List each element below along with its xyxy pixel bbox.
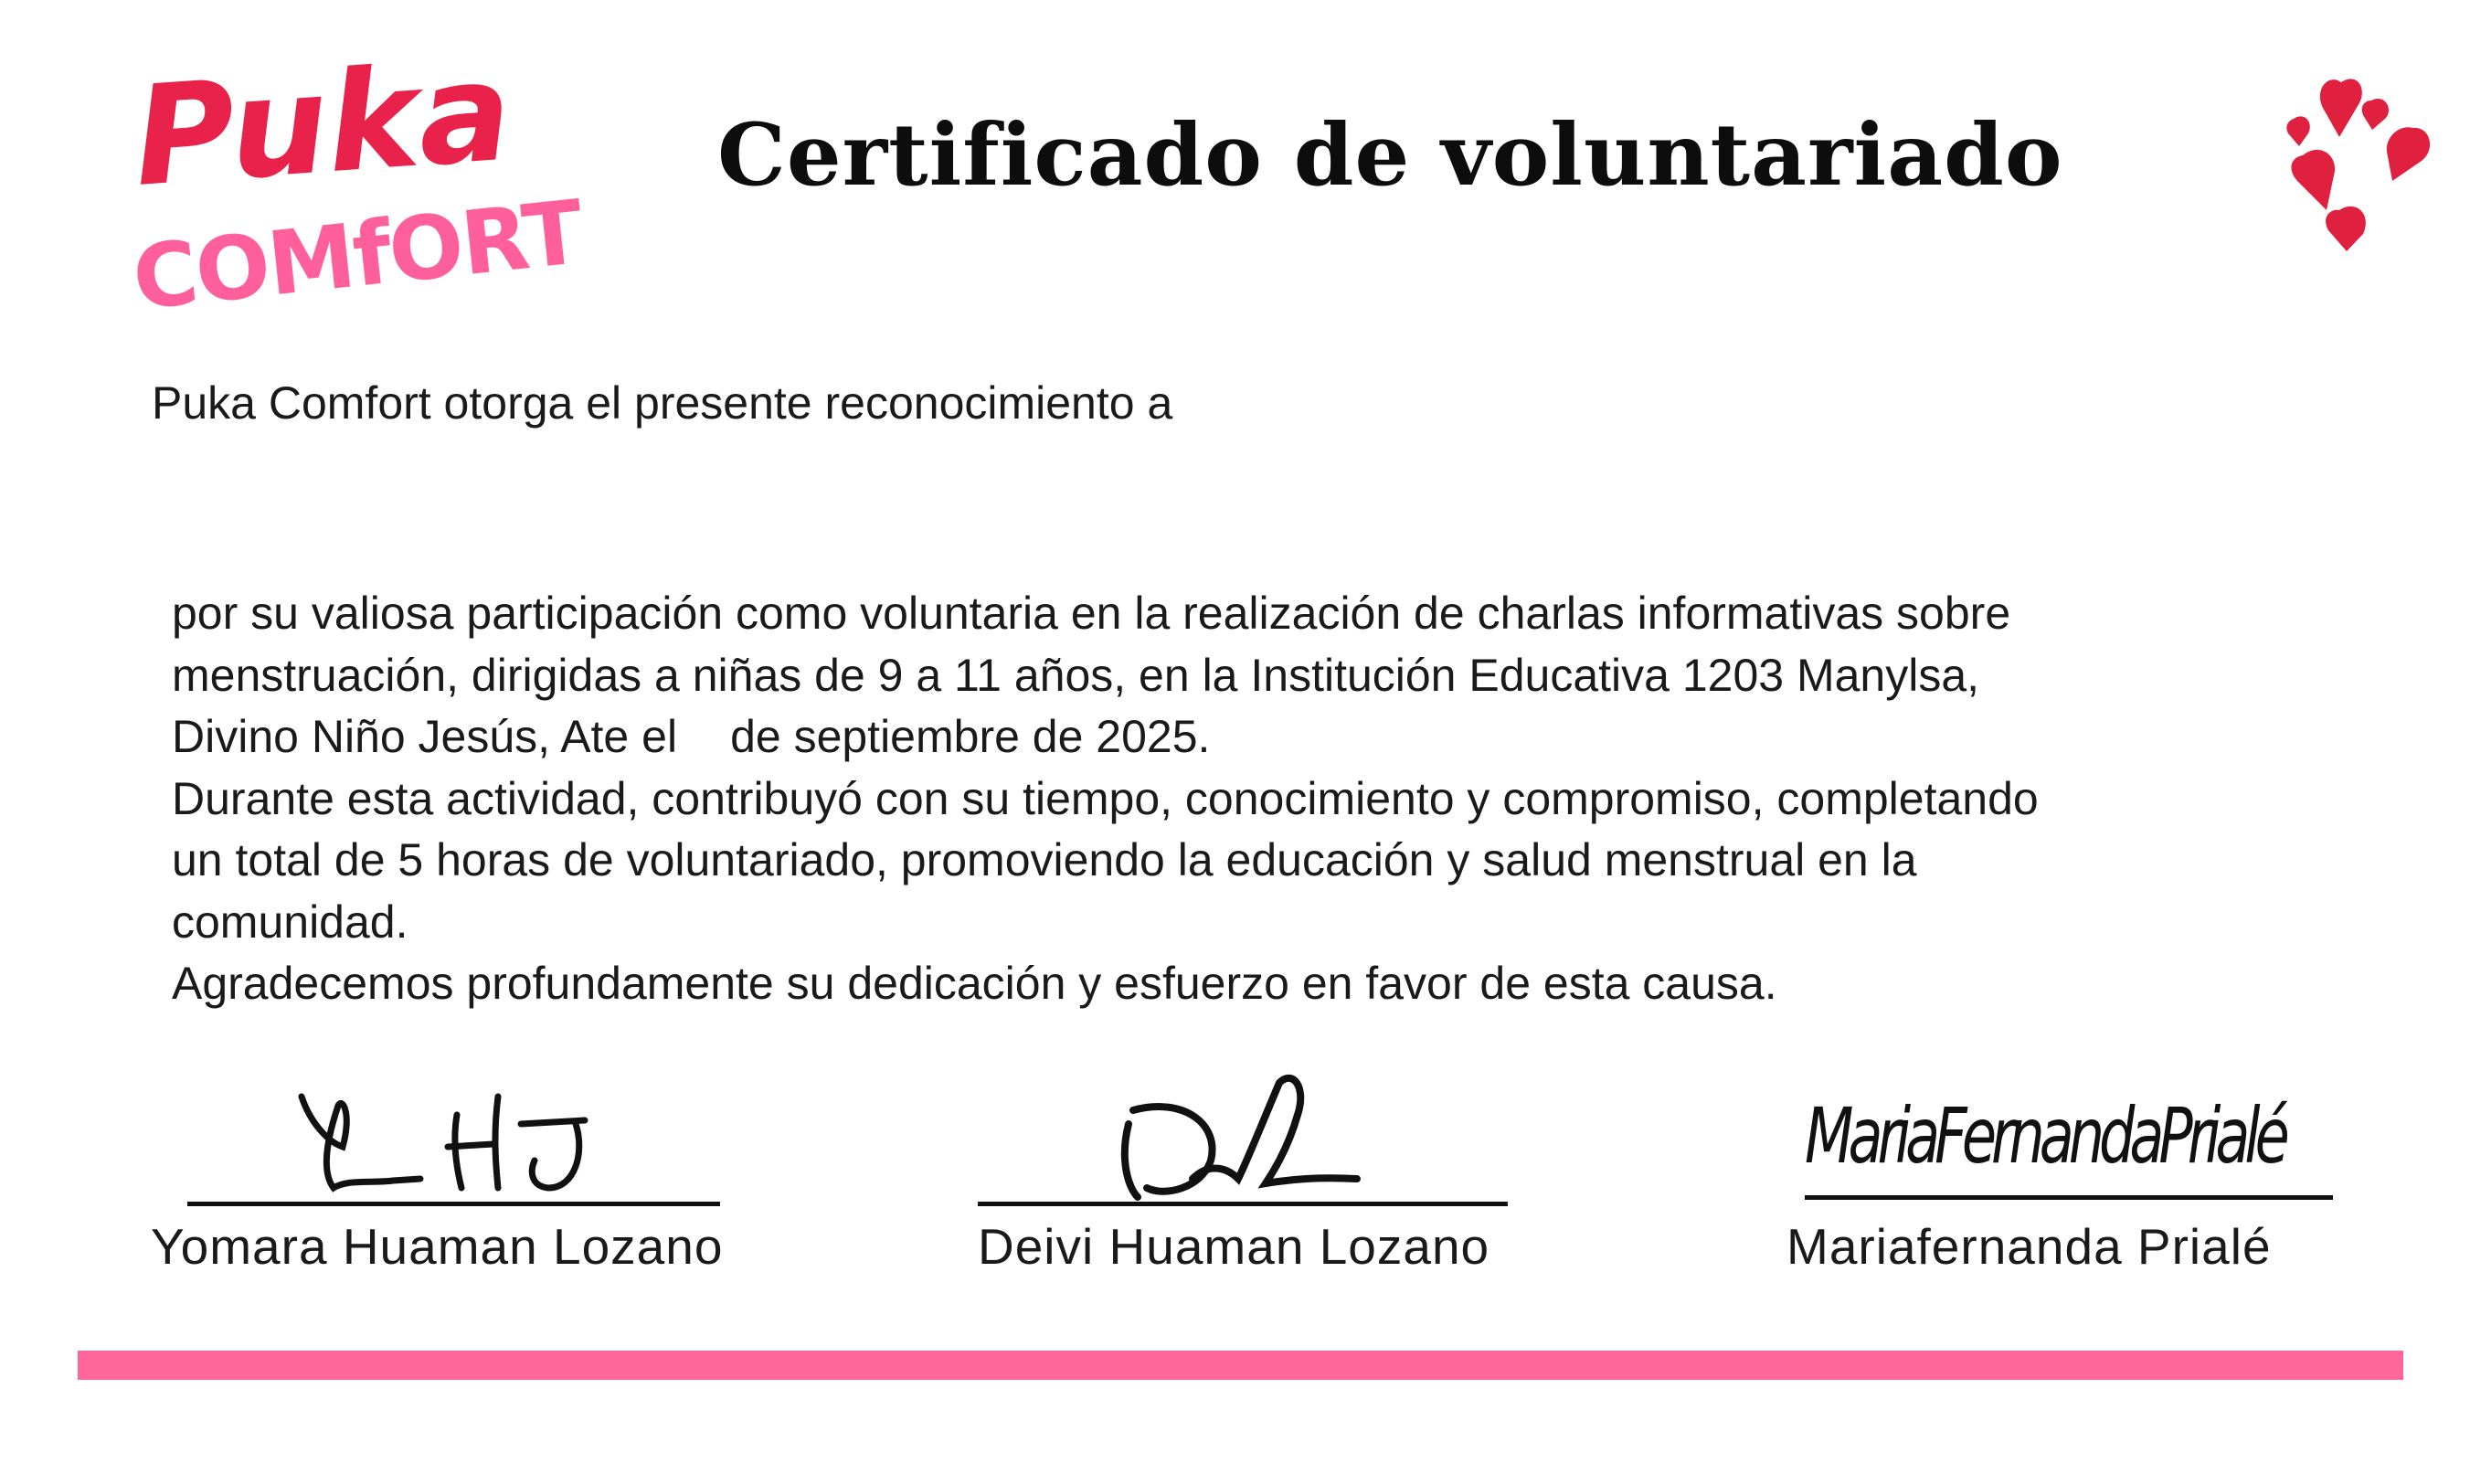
certificate-body <box>172 583 2420 1015</box>
signature-line <box>978 1202 1508 1206</box>
puka-comfort-logo <box>128 32 587 352</box>
handwritten-signature-yomara <box>146 1060 786 1215</box>
body-line-part: de septiembre de 2025. <box>730 711 1211 762</box>
body-line: Durante esta actividad, contribuyó con su tiempo, conocimiento y compromiso, completando <box>172 772 2039 824</box>
hearts-icon <box>2284 73 2440 247</box>
body-line <box>172 706 2420 768</box>
svg-text:MariaFernandaPrialé: MariaFernandaPrialé <box>1805 1092 2284 1182</box>
intro-text: Puka Comfort otorga el presente reconocimiento a <box>152 377 1173 429</box>
signature-block-deivi <box>973 1060 1613 1275</box>
body-line: un total de 5 horas de voluntariado, promoviendo la educación y salud menstrual en la <box>172 834 1917 885</box>
handwritten-signature-deivi <box>973 1060 1613 1215</box>
signer-name: Yomara Huaman Lozano <box>151 1218 724 1275</box>
signature-line <box>187 1202 720 1206</box>
logo-text-comfort: COMfORT <box>128 181 587 330</box>
body-line: Agradecemos profundamente su dedicación y esfuerzo en favor de esta causa. <box>172 958 1777 1009</box>
signature-block-yomara <box>146 1060 786 1275</box>
handwritten-signature-mariafernanda <box>1786 1060 2426 1215</box>
signer-name: Mariafernanda Prialé <box>1786 1218 2272 1275</box>
footer-accent-bar <box>78 1351 2403 1380</box>
body-line-part: Divino Niño Jesús, Ate el <box>172 711 678 762</box>
body-line: menstruación, dirigidas a niñas de 9 a 11 años, en la Institución Educativa 1203 Manylsa, <box>172 649 1980 701</box>
certificate-title: Certificado de voluntariado <box>717 105 2063 206</box>
signature-block-mariafernanda <box>1786 1060 2426 1275</box>
signature-line <box>1805 1195 2333 1200</box>
body-line: comunidad. <box>172 896 408 948</box>
signer-name: Deivi Huaman Lozano <box>978 1218 1490 1275</box>
logo-text-puka: Puka <box>129 32 516 217</box>
body-line: por su valiosa participación como voluntaria en la realización de charlas informativas sobre <box>172 588 2011 639</box>
